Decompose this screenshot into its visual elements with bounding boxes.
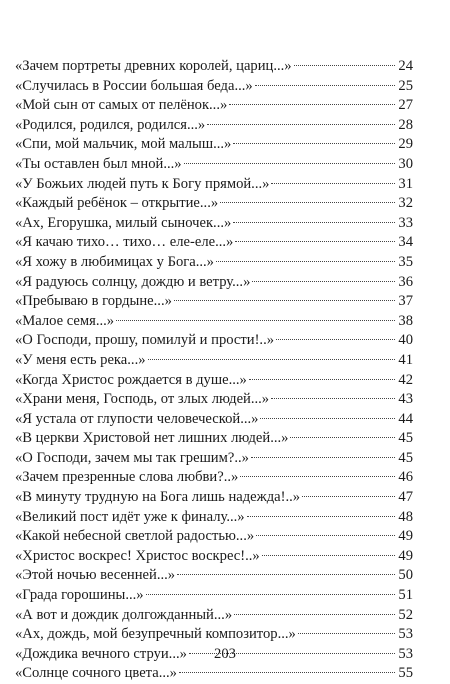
toc-entry — [15, 488, 413, 508]
dot-leader — [290, 437, 395, 438]
toc-entry-page: 46 — [398, 469, 413, 486]
toc-entry-page: 38 — [398, 312, 413, 329]
toc-entry — [15, 468, 413, 488]
toc-entry-page: 41 — [398, 351, 413, 368]
toc-entry-title: «Малое семя...» — [15, 312, 115, 329]
dot-leader — [234, 614, 395, 615]
toc-entry — [15, 527, 413, 547]
toc-entry — [15, 253, 413, 273]
toc-entry-page: 53 — [398, 645, 413, 662]
dot-leader — [207, 124, 395, 125]
toc-entry-page: 44 — [398, 410, 413, 427]
toc-entry-title: «Случилась в России большая беда...» — [15, 77, 253, 94]
toc-entry — [15, 214, 413, 234]
page-number: 203 — [214, 646, 236, 662]
dot-leader — [220, 202, 395, 203]
toc-entry-title: «Христос воскрес! Христос воскрес!..» — [15, 547, 260, 564]
toc-entry-title: «Пребываю в гордыне...» — [15, 293, 172, 310]
toc-entry — [15, 429, 413, 449]
toc-entry-title: «У Божьих людей путь к Богу прямой...» — [15, 175, 270, 192]
toc-entry-page: 47 — [398, 489, 413, 506]
toc-entry-page: 43 — [398, 391, 413, 408]
toc-entry — [15, 331, 413, 351]
dot-leader — [252, 281, 395, 282]
toc-entry — [15, 390, 413, 410]
toc-entry — [15, 194, 413, 214]
toc-entry — [15, 625, 413, 645]
toc-entry-page: 24 — [398, 58, 413, 74]
toc-entry-page: 48 — [398, 508, 413, 525]
toc-entry — [15, 116, 413, 136]
dot-leader — [256, 535, 395, 536]
toc-entry-page: 31 — [398, 175, 413, 192]
toc-entry-title: «Этой ночью весенней...» — [15, 567, 176, 584]
toc-entry — [15, 57, 413, 77]
toc-entry-page: 49 — [398, 528, 413, 545]
dot-leader — [179, 672, 395, 673]
toc-entry — [15, 606, 413, 626]
toc-entry — [15, 135, 413, 155]
toc-entry-title: «Мой сын от самых от пелёнок...» — [15, 97, 228, 114]
toc-entry — [15, 292, 413, 312]
toc-entry-title: «Града горошины...» — [15, 587, 144, 604]
toc-entry — [15, 233, 413, 253]
dot-leader — [174, 300, 395, 301]
dot-leader — [255, 85, 395, 86]
toc-entry-title: «А вот и дождик долгожданный...» — [15, 606, 233, 623]
toc-entry — [15, 449, 413, 469]
toc-entry-page: 49 — [398, 547, 413, 564]
dot-leader — [298, 633, 395, 634]
toc-entry — [15, 312, 413, 332]
toc-entry-page: 40 — [398, 332, 413, 349]
table-of-contents — [15, 57, 413, 684]
toc-entry-title: «Спи, мой мальчик, мой малыш...» — [15, 136, 232, 153]
toc-entry-title: «Когда Христос рождается в душе...» — [15, 371, 247, 388]
toc-entry-title: «Родился, родился, родился...» — [15, 116, 206, 133]
dot-leader — [262, 555, 395, 556]
dot-leader — [276, 339, 395, 340]
toc-entry-title: «Дождика вечного струи...» — [15, 645, 187, 662]
dot-leader — [233, 222, 395, 223]
dot-leader — [184, 163, 395, 164]
toc-entry-title: «Ах, Егорушка, милый сыночек...» — [15, 214, 232, 231]
toc-entry-page: 33 — [398, 214, 413, 231]
dot-leader — [216, 261, 395, 262]
toc-entry-page: 42 — [398, 371, 413, 388]
toc-entry — [15, 547, 413, 567]
toc-entry-page: 53 — [398, 626, 413, 643]
toc-entry-page: 37 — [398, 293, 413, 310]
dot-leader — [229, 104, 395, 105]
toc-entry-page: 35 — [398, 253, 413, 270]
dot-leader — [294, 65, 395, 66]
dot-leader — [240, 476, 395, 477]
dot-leader — [116, 320, 395, 321]
dot-leader — [148, 359, 395, 360]
toc-entry-page: 55 — [398, 665, 413, 682]
toc-entry-page: 36 — [398, 273, 413, 290]
dot-leader — [146, 594, 395, 595]
toc-entry — [15, 566, 413, 586]
toc-entry — [15, 664, 413, 684]
dot-leader — [177, 574, 395, 575]
toc-entry-title: «Солнце сочного цвета...» — [15, 665, 177, 682]
dot-leader — [247, 516, 395, 517]
toc-entry-page: 32 — [398, 195, 413, 212]
toc-entry-title: «Зачем презренные слова любви?..» — [15, 469, 239, 486]
dot-leader — [249, 379, 395, 380]
toc-entry-page: 34 — [398, 234, 413, 251]
toc-entry — [15, 77, 413, 97]
dot-leader — [271, 398, 395, 399]
toc-entry — [15, 508, 413, 528]
toc-entry-title: «Каждый ребёнок – открытие...» — [15, 195, 219, 212]
toc-entry-page: 29 — [398, 136, 413, 153]
dot-leader — [235, 241, 395, 242]
toc-entry — [15, 273, 413, 293]
toc-entry-title: «О Господи, зачем мы так грешим?..» — [15, 449, 249, 466]
toc-entry-page: 30 — [398, 155, 413, 172]
dot-leader — [233, 143, 395, 144]
toc-entry-page: 25 — [398, 77, 413, 94]
dot-leader — [260, 418, 395, 419]
toc-entry-title: «Храни меня, Господь, от злых людей...» — [15, 391, 270, 408]
toc-entry-title: «Я радуюсь солнцу, дождю и ветру...» — [15, 273, 251, 290]
toc-entry — [15, 96, 413, 116]
toc-entry — [15, 351, 413, 371]
toc-entry-title: «В минуту трудную на Бога лишь надежда!..» — [15, 489, 301, 506]
toc-entry-page: 52 — [398, 606, 413, 623]
dot-leader — [302, 496, 395, 497]
toc-entry-title: «О Господи, прошу, помилуй и прости!..» — [15, 332, 275, 349]
dot-leader — [271, 183, 395, 184]
toc-entry-title: «Великий пост идёт уже к финалу...» — [15, 508, 245, 525]
toc-entry — [15, 155, 413, 175]
toc-entry-title: «Ах, дождь, мой безупречный композитор...» — [15, 626, 296, 643]
toc-entry-title: «Я хожу в любимицах у Бога...» — [15, 253, 214, 270]
toc-entry — [15, 410, 413, 430]
toc-entry — [15, 371, 413, 391]
toc-entry — [15, 586, 413, 606]
dot-leader — [251, 457, 395, 458]
toc-entry-page: 45 — [398, 430, 413, 447]
toc-entry-page: 28 — [398, 116, 413, 133]
toc-entry — [15, 175, 413, 195]
toc-entry-page: 50 — [398, 567, 413, 584]
toc-entry-page: 45 — [398, 449, 413, 466]
toc-entry-page: 27 — [398, 97, 413, 114]
toc-entry-title: «Я устала от глупости человеческой...» — [15, 410, 259, 427]
toc-entry-title: «Ты оставлен был мной...» — [15, 155, 182, 172]
toc-entry-title: «Я качаю тихо… тихо… еле-еле...» — [15, 234, 234, 251]
toc-entry-title: «У меня есть река...» — [15, 351, 146, 368]
toc-entry-title: «Зачем портреты древних королей, цариц...» — [15, 58, 292, 74]
toc-entry-title: «В церкви Христовой нет лишних людей...» — [15, 430, 289, 447]
toc-entry-page: 51 — [398, 587, 413, 604]
toc-entry-title: «Какой небесной светлой радостью...» — [15, 528, 255, 545]
